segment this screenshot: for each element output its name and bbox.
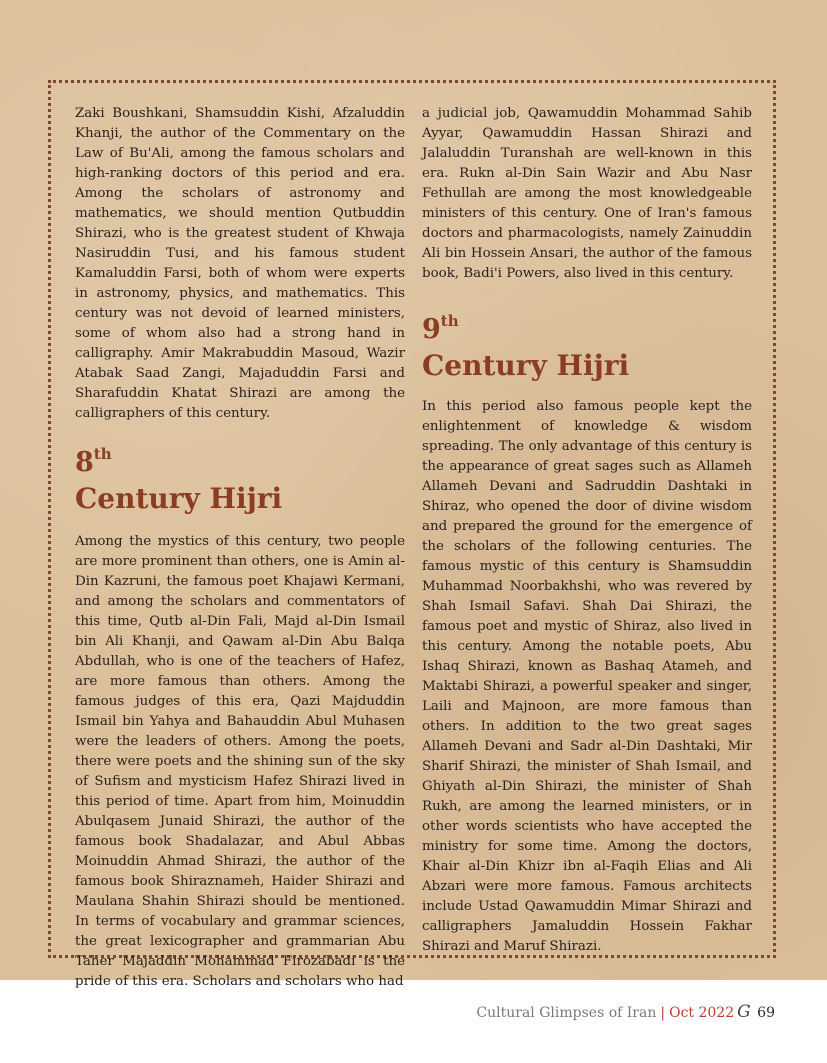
section-8-suffix: th — [93, 445, 112, 463]
section-9-number-value: 9 — [422, 314, 441, 345]
issue-date: Oct 2022 — [669, 1005, 735, 1021]
magazine-logo: G — [737, 1002, 751, 1022]
publication-name: Cultural Glimpses of Iran — [476, 1005, 657, 1021]
section-9-title: Century Hijri — [422, 349, 630, 382]
section-8-number-value: 8 — [75, 447, 94, 478]
section-9-suffix: th — [440, 312, 459, 330]
footer-separator: | — [660, 1005, 666, 1021]
right-column — [422, 104, 752, 957]
section-9-paragraph: In this period also famous people kept the enlightenment of knowledge & wisdom spreading. The only advantage of this century is the appearance of great sages such as Allameh Allameh Devani and Sadruddin Dashtaki in Shiraz, who opened the door of divine wisdom and prepared the ground for the emergence of the scholars of the following centuries. The famous mystic of this century is Shamsuddin Muhammad Noorbakhshi, who was revered by Shah Ismail Safavi. Shah Dai Shirazi, the famous poet and mystic of Shiraz, also lived in this century. Among the notable poets, Abu Ishaq Shirazi, known as Bashaq Atameh, and Maktabi Shirazi, a powerful speaker and singer, Laili and Majnoon, are more famous than others. In addition to the two great sages Allameh Devani and Sadr al-Din Dashtaki, Mir Sharif Shirazi, the minister of Shah Ismail, and Ghiyath al-Din Shirazi, the minister of Shah Rukh, are among the learned ministers, or in other words scientists who have accepted the ministry for some time. Among the doctors, Khair al-Din Khizr ibn al-Faqih Elias and Ali Abzari were more famous. Famous architects include Ustad Qawamuddin Mimar Shirazi and calligraphers Jamaluddin Hossein Fakhar Shirazi and Maruf Shirazi. — [422, 399, 752, 954]
page-number: 69 — [757, 1005, 775, 1021]
section-8-title: Century Hijri — [75, 482, 283, 515]
left-intro-paragraph: Zaki Boushkani, Shamsuddin Kishi, Afzaluddin Khanji, the author of the Commentary on the Law of Bu'Ali, among the famous scholars and high-ranking doctors of this period and era. Among the scholars of astronomy and mathematics, we should mention Qutbuddin Shirazi, who is the greatest student of Khwaja Nasiruddin Tusi, and his famous student Kamaluddin Farsi, both of whom were experts in astronomy, physics, and mathematics. This century was not devoid of learned ministers, some of whom also had a strong hand in calligraphy. Amir Makrabuddin Masoud, Wazir Atabak Saad Zangi, Majaduddin Farsi and Sharafuddin Khatat Shirazi are among the calligraphers of this century. — [75, 106, 405, 421]
section-8-paragraph: Among the mystics of this century, two people are more prominent than others, one is Amin al-Din Kazruni, the famous poet Khajawi Kermani, and among the scholars and commentators of this time, Qutb al-Din Fali, Majd al-Din Ismail bin Ali Khanji, and Qawam al-Din Abu Balqa Abdullah, who is one of the teachers of Hafez, are more famous than others. Among the famous judges of this era, Qazi Majduddin Ismail bin Yahya and Bahauddin Abul Muhasen were the leaders of others. Among the poets, there were poets and the shining sun of the sky of Sufism and mysticism Hafez Shirazi lived in this period of time. Apart from him, Moinuddin Abulqasem Junaid Shirazi, the author of the famous book Shadalazar, and Abul Abbas Moinuddin Ahmad Shirazi, the author of the famous book Shiraznameh, Haider Shirazi and Maulana Shahin Shirazi should be mentioned. In terms of vocabulary and grammar sciences, the great lexicographer and grammarian Abu Taher Majaddin Mohammad Firozabadi is the pride of this era. Scholars and scholars who had — [75, 534, 405, 989]
right-intro-paragraph: a judicial job, Qawamuddin Mohammad Sahib Ayyar, Qawamuddin Hassan Shirazi and Jalaluddin Turanshah are well-known in this era. Rukn al-Din Sain Wazir and Abu Nasr Fethullah are among the most knowledgeable ministers of this century. One of Iran's famous doctors and pharmacologists, namely Zainuddin Ali bin Hossein Ansari, the author of the famous book, Badi'i Powers, also lived in this century. — [422, 106, 752, 281]
page-footer — [476, 1002, 775, 1022]
left-column — [75, 104, 405, 992]
section-9-number — [422, 308, 752, 345]
section-8-number — [75, 441, 405, 478]
